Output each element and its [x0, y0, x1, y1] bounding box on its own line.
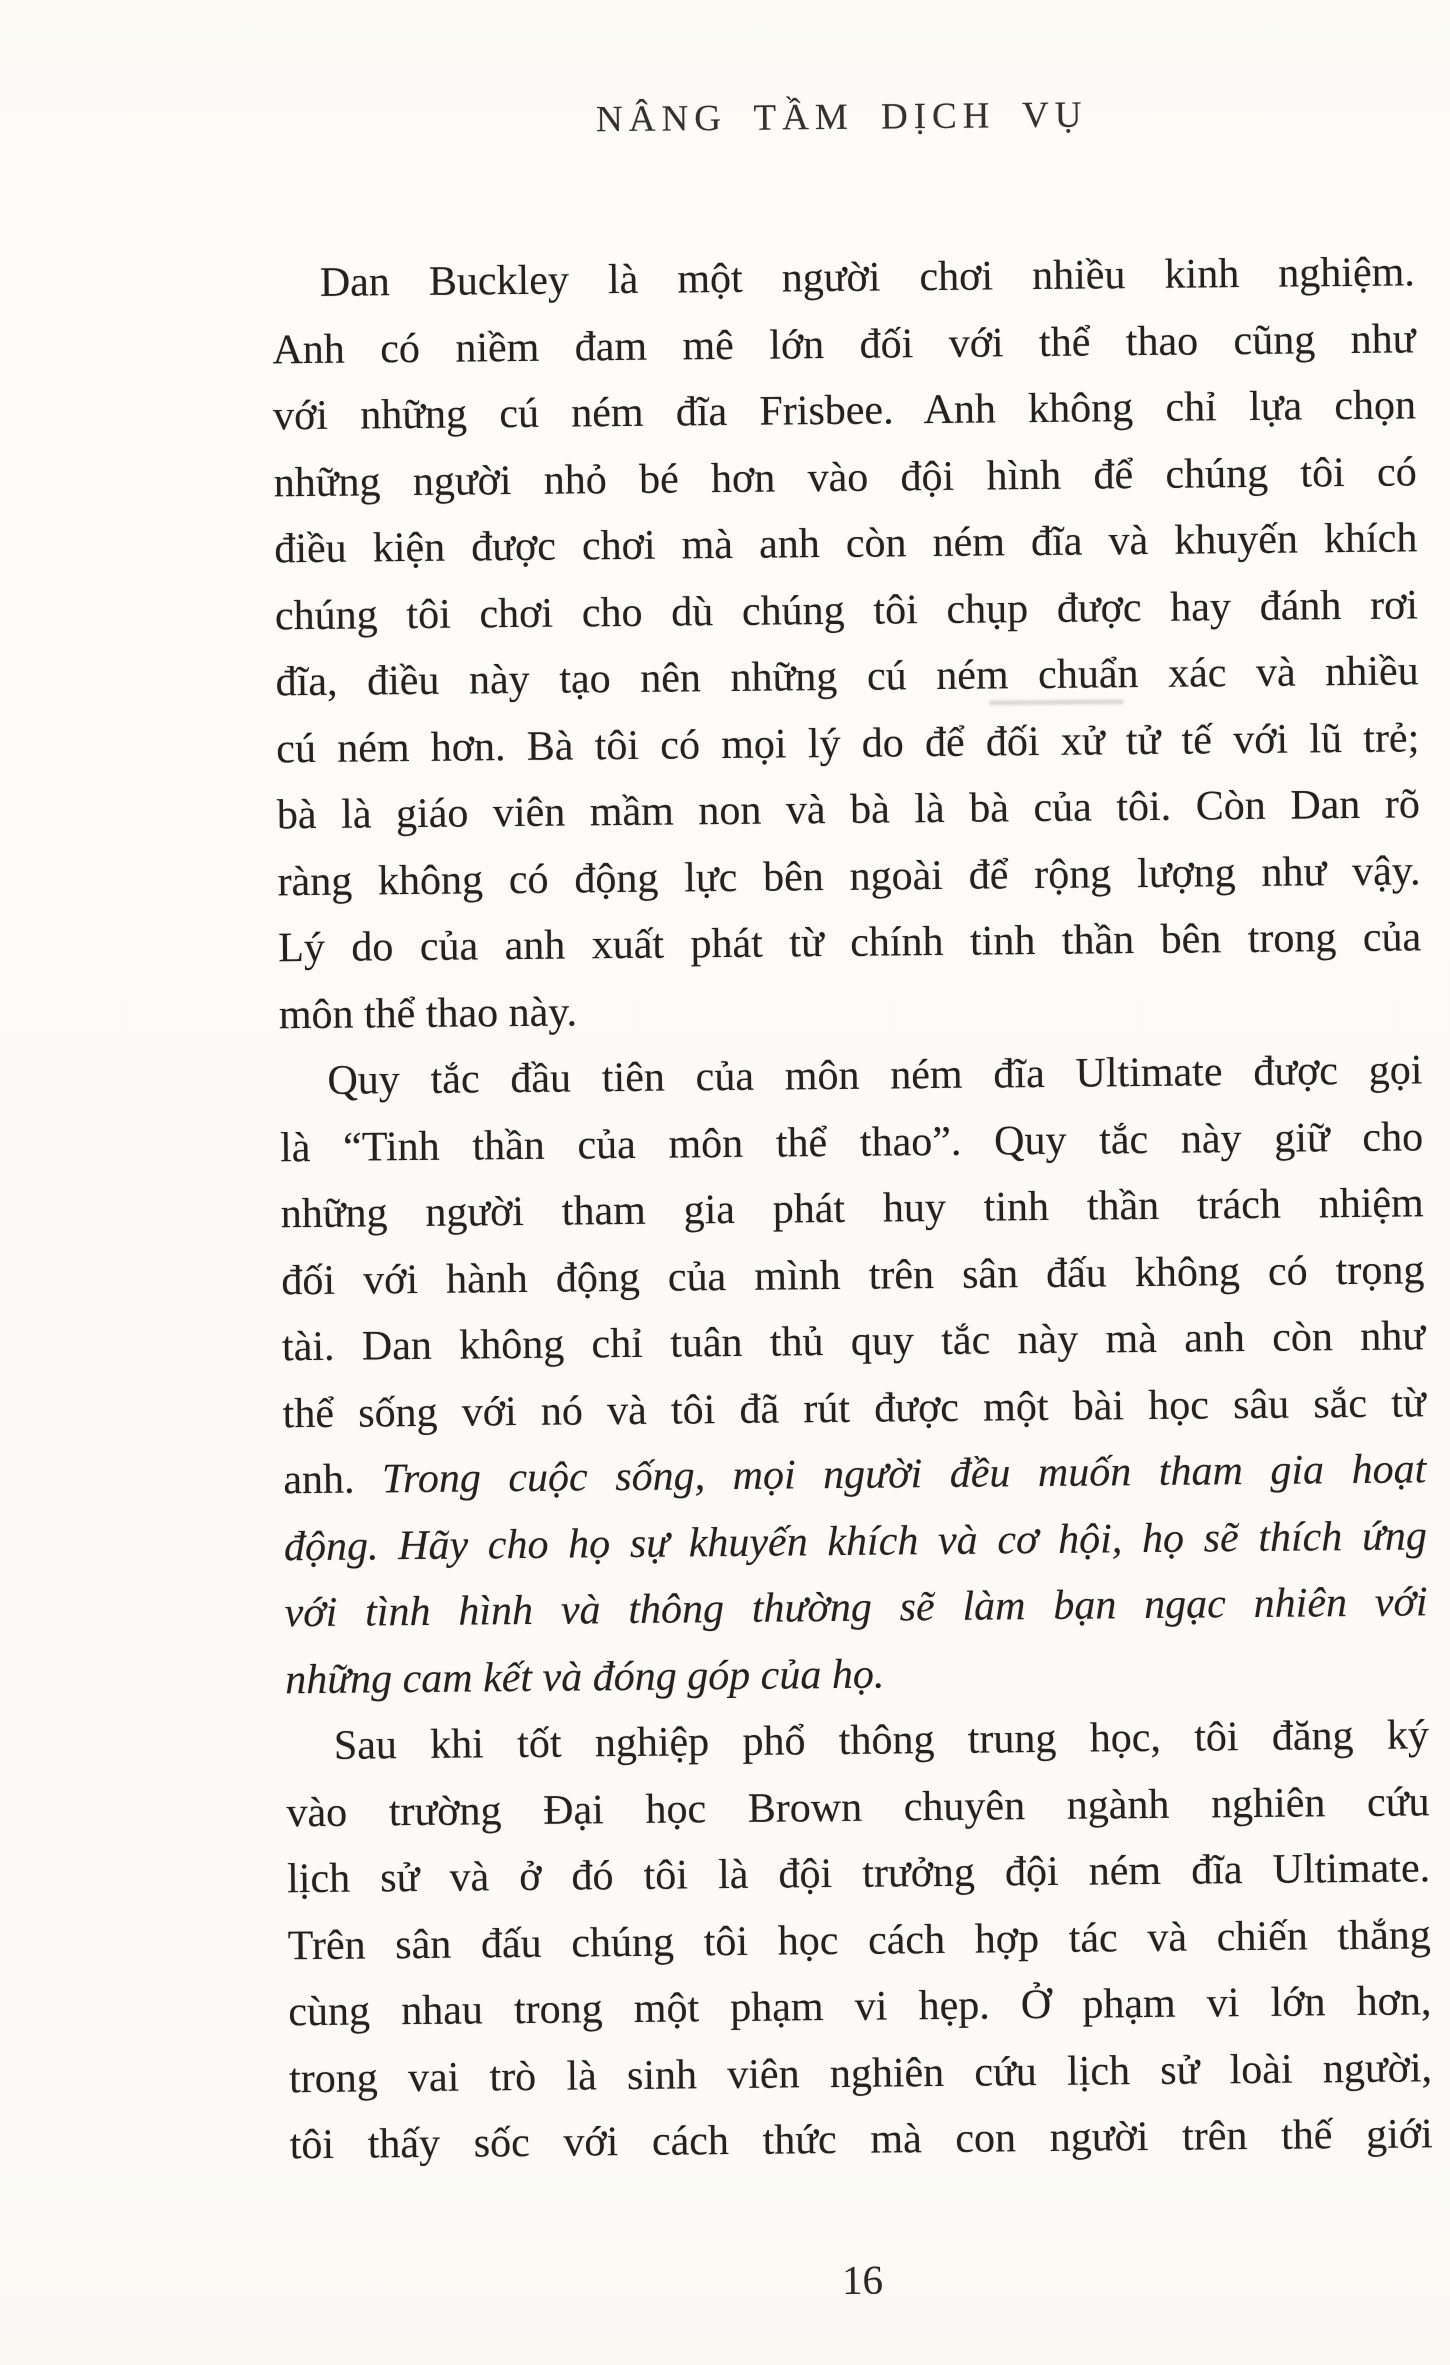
text-run: lịch sử và ở đó tôi là đội trưởng đội ném đĩa Ultimate. — [286, 1845, 1431, 1903]
text-line — [287, 1902, 1431, 1979]
text-line — [286, 1769, 1430, 1846]
text-line — [282, 1370, 1426, 1447]
text-run: trong vai trò là sinh viên nghiên cứu lịch sử loài người, — [288, 2044, 1433, 2102]
text-run: tài. Dan không chỉ tuân thủ quy tắc này mà anh còn như — [281, 1313, 1426, 1371]
italic-text-run: động. Hãy cho họ sự khuyến khích và cơ hội, họ sẽ thích ứng — [283, 1512, 1428, 1570]
text-run: điều kiện được chơi mà anh còn ném đĩa và khuyến khích — [274, 515, 1418, 573]
text-line — [273, 372, 1417, 449]
text-run: ràng không có động lực bên ngoài để rộng lượng như vậy. — [277, 847, 1421, 905]
italic-text-run: những cam kết và đóng góp của họ. — [285, 1651, 885, 1703]
text-line — [286, 1702, 1430, 1779]
text-line — [272, 239, 1416, 316]
text-line — [275, 638, 1419, 715]
text-run: bà là giáo viên mầm non và bà là bà của tôi. Còn Dan rõ — [276, 781, 1421, 839]
running-head: NÂNG TẦM DỊCH VỤ — [595, 94, 1088, 141]
italic-text-run: với tình hình và thông thường sẽ làm bạn ngạc nhiên với — [284, 1579, 1428, 1637]
text-line — [279, 971, 1423, 1048]
text-line — [287, 1835, 1431, 1912]
text-line — [278, 904, 1422, 981]
text-column — [272, 239, 1433, 2178]
text-line — [289, 2035, 1433, 2112]
text-line — [273, 439, 1417, 516]
text-run: với những cú ném đĩa Frisbee. Anh không chỉ lựa chọn — [272, 382, 1417, 440]
text-line — [274, 505, 1418, 582]
italic-text-run: Trong cuộc sống, mọi người đều muốn tham gia hoạt — [381, 1446, 1427, 1503]
text-run: thể sống với nó và tôi đã rút được một bài học sâu sắc từ — [282, 1379, 1426, 1437]
text-run: tôi thấy sốc với cách thức mà con người trên thế giới — [289, 2111, 1433, 2169]
text-line — [280, 1170, 1424, 1247]
text-run: cùng nhau trong một phạm vi hẹp. Ở phạm vi lớn hơn, — [288, 1978, 1432, 2036]
text-line — [281, 1237, 1425, 1314]
text-run: Trên sân đấu chúng tôi học cách hợp tác và chiến thắng — [287, 1911, 1431, 1969]
text-line — [277, 838, 1421, 915]
text-run: Lý do của anh xuất phát từ chính tinh thần bên trong của — [277, 914, 1422, 972]
text-line — [275, 572, 1419, 649]
text-run: môn thể thao này. — [278, 988, 578, 1038]
text-line — [279, 1037, 1423, 1114]
text-run: Anh có niềm đam mê lớn đối với thể thao cũng như — [272, 315, 1416, 373]
page-number: 16 — [841, 2256, 884, 2303]
text-run: vào trường Đại học Brown chuyên ngành nghiên cứu — [286, 1778, 1430, 1836]
text-run: đĩa, điều này tạo nên những cú ném chuẩn xác và nhiều — [275, 648, 1419, 706]
text-run: đối với hành động của mình trên sân đấu không có trọng — [281, 1246, 1425, 1304]
text-line — [276, 705, 1420, 782]
text-line — [285, 1636, 1429, 1713]
text-run: Dan Buckley là một người chơi nhiều kinh nghiệm. — [319, 249, 1415, 306]
text-run: những người tham gia phát huy tinh thần trách nhiệm — [280, 1180, 1424, 1238]
text-run: là “Tinh thần của môn thể thao”. Quy tắc này giữ cho — [279, 1113, 1424, 1171]
text-line — [282, 1303, 1426, 1380]
text-line — [277, 771, 1421, 848]
text-run: Sau khi tốt nghiệp phổ thông trung học, tôi đăng ký — [333, 1712, 1430, 1769]
text-run: cú ném hơn. Bà tôi có mọi lý do để đối xử tử tế với lũ trẻ; — [276, 714, 1420, 772]
text-line — [283, 1436, 1427, 1513]
text-run: chúng tôi chơi cho dù chúng tôi chụp được hay đánh rơi — [274, 581, 1419, 639]
text-line — [289, 2101, 1433, 2178]
text-run: những người nhỏ bé hơn vào đội hình để chúng tôi có — [273, 448, 1417, 506]
text-run: anh. — [283, 1456, 383, 1504]
text-run: Quy tắc đầu tiên của môn ném đĩa Ultimate được gọi — [327, 1047, 1423, 1104]
text-line — [272, 306, 1416, 383]
text-line — [280, 1104, 1424, 1181]
text-line — [288, 1968, 1432, 2045]
text-line — [284, 1569, 1428, 1646]
text-line — [284, 1503, 1428, 1580]
